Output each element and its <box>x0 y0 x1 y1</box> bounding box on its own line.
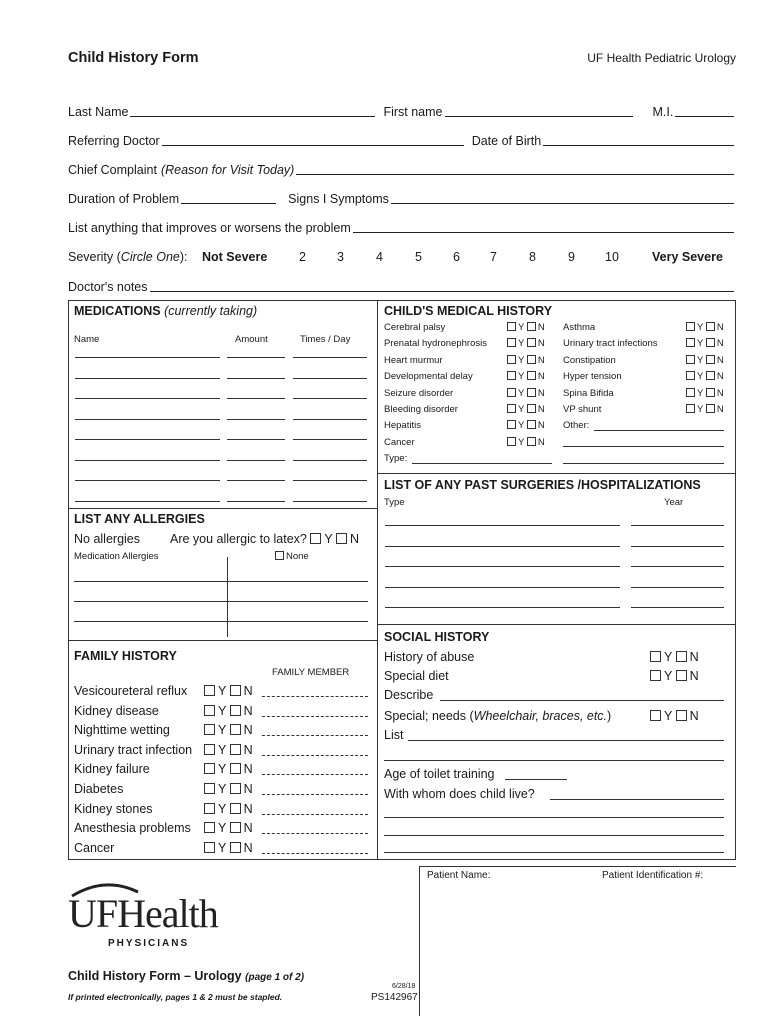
family-2-no-checkbox[interactable] <box>230 724 241 735</box>
family-condition-label: Vesicoureteral reflux <box>74 684 188 698</box>
medical-condition-label: Seizure disorder <box>384 387 454 399</box>
right-1-yes-checkbox[interactable] <box>686 338 695 347</box>
whom-field-2[interactable] <box>384 817 724 818</box>
footer-note: If printed electronically, pages 1 & 2 must be stapled. <box>68 992 283 1002</box>
grid-divider <box>377 300 378 860</box>
symptoms-label: Signs I Symptoms <box>288 192 389 206</box>
family-member-field[interactable] <box>262 735 368 736</box>
right-4-no-checkbox[interactable] <box>706 388 715 397</box>
org-name: UF Health Pediatric Urology <box>587 51 736 65</box>
logo-subtext: PHYSICIANS <box>108 938 190 949</box>
med-name-col: Name <box>74 334 100 345</box>
med-amount-field[interactable] <box>227 501 285 502</box>
family-2-yes-checkbox[interactable] <box>204 724 215 735</box>
med-times-field[interactable] <box>293 378 367 379</box>
family-member-field[interactable] <box>262 833 368 834</box>
med-times-field[interactable] <box>293 480 367 481</box>
left-5-yes-checkbox[interactable] <box>507 404 516 413</box>
severity-low[interactable]: Not Severe <box>202 250 268 264</box>
severity-6[interactable]: 6 <box>453 250 460 264</box>
family-6-no-checkbox[interactable] <box>230 803 241 814</box>
family-3-no-checkbox[interactable] <box>230 744 241 755</box>
family-3-yes-checkbox[interactable] <box>204 744 215 755</box>
left-1-yes-checkbox[interactable] <box>507 338 516 347</box>
social-history-title: SOCIAL HISTORY <box>384 630 490 644</box>
diet-no-checkbox[interactable] <box>676 670 687 681</box>
list-label: List <box>384 728 404 742</box>
medical-condition-yn: Y N <box>507 355 545 366</box>
medical-condition-yn: Y N <box>686 322 724 333</box>
logo-text: UFHealth <box>68 891 218 936</box>
med-times-col: Times / Day <box>300 334 351 345</box>
severity-9[interactable]: 9 <box>568 250 575 264</box>
dob-label: Date of Birth <box>471 134 542 148</box>
left-6-no-checkbox[interactable] <box>527 420 536 429</box>
medical-condition-yn: Y N <box>686 388 724 399</box>
family-5-no-checkbox[interactable] <box>230 783 241 794</box>
family-member-field[interactable] <box>262 755 368 756</box>
severity-row <box>68 250 736 266</box>
other-field[interactable] <box>594 430 724 431</box>
duration-label: Duration of Problem <box>68 192 180 206</box>
complaint-row <box>68 161 736 177</box>
medical-condition-label: Prenatal hydronephrosis <box>384 338 487 350</box>
med-name-field[interactable] <box>75 357 220 358</box>
left-2-yes-checkbox[interactable] <box>507 355 516 364</box>
left-3-yes-checkbox[interactable] <box>507 371 516 380</box>
toilet-field[interactable] <box>505 779 567 780</box>
medical-condition-label: VP shunt <box>563 404 602 415</box>
med-name-field[interactable] <box>75 460 220 461</box>
severity-3[interactable]: 3 <box>337 250 344 264</box>
surgery-year-field[interactable] <box>631 607 724 608</box>
left-7-no-checkbox[interactable] <box>527 437 536 446</box>
med-times-field[interactable] <box>293 460 367 461</box>
right-0-no-checkbox[interactable] <box>706 322 715 331</box>
whom-field[interactable] <box>550 799 724 800</box>
no-allergies-label: No allergies <box>74 532 141 546</box>
none-option: None <box>275 551 309 562</box>
family-condition-label: Cancer <box>74 840 115 855</box>
improves-row <box>68 219 736 235</box>
patient-name-label: Patient Name: <box>427 870 491 881</box>
chief-complaint-field[interactable] <box>296 163 734 175</box>
surgery-social-divider <box>377 624 736 625</box>
right-3-yes-checkbox[interactable] <box>686 371 695 380</box>
severity-10[interactable]: 10 <box>605 250 619 264</box>
referring-row <box>68 132 736 148</box>
med-amount-field[interactable] <box>227 480 285 481</box>
chief-complaint-label: Chief Complaint <box>68 163 157 177</box>
family-0-yes-checkbox[interactable] <box>204 685 215 696</box>
chief-complaint-note: (Reason for Visit Today) <box>160 163 295 177</box>
medical-condition-yn: Y N <box>686 371 724 382</box>
needs-no-checkbox[interactable] <box>676 710 687 721</box>
medical-condition-label: Hyper tension <box>563 371 622 383</box>
severity-4[interactable]: 4 <box>376 250 383 264</box>
last-name-field[interactable] <box>130 105 375 117</box>
med-allergies-label: Medication Allergies <box>74 551 159 562</box>
whom-field-3[interactable] <box>384 835 724 836</box>
surgery-year-field[interactable] <box>631 525 724 526</box>
med-times-field[interactable] <box>293 398 367 399</box>
doctors-notes-label: Doctor's notes <box>68 280 148 294</box>
family-7-no-checkbox[interactable] <box>230 822 241 833</box>
allergy-line[interactable] <box>74 601 368 602</box>
medical-condition-yn: Y N <box>507 420 545 431</box>
right-5-yes-checkbox[interactable] <box>686 404 695 413</box>
dob-field[interactable] <box>543 134 734 146</box>
family-1-no-checkbox[interactable] <box>230 705 241 716</box>
improves-field[interactable] <box>353 221 734 233</box>
medical-condition-label: Bleeding disorder <box>384 404 458 415</box>
med-amount-field[interactable] <box>227 378 285 379</box>
surgery-type-field[interactable] <box>385 607 620 608</box>
severity-2[interactable]: 2 <box>299 250 306 264</box>
family-condition-yn: Y N <box>204 821 253 835</box>
right-1-no-checkbox[interactable] <box>706 338 715 347</box>
left-2-no-checkbox[interactable] <box>527 355 536 364</box>
family-condition-yn: Y N <box>204 762 253 776</box>
family-condition-label: Kidney disease <box>74 703 159 718</box>
medical-surgery-divider <box>377 473 736 474</box>
left-1-no-checkbox[interactable] <box>527 338 536 347</box>
describe-field[interactable] <box>440 700 724 701</box>
surgery-year-col: Year <box>664 497 684 508</box>
med-name-field[interactable] <box>75 378 220 379</box>
list-field[interactable] <box>408 740 724 741</box>
none-checkbox[interactable] <box>275 551 284 560</box>
med-name-field[interactable] <box>75 439 220 440</box>
name-row <box>68 103 736 119</box>
duration-field[interactable] <box>181 192 276 204</box>
medical-condition-label: Heart murmur <box>384 354 443 366</box>
left-4-no-checkbox[interactable] <box>527 388 536 397</box>
med-allergy-divider <box>68 508 378 509</box>
med-name-field[interactable] <box>75 480 220 481</box>
medical-condition-yn: Y N <box>507 388 545 399</box>
surgery-year-field[interactable] <box>631 546 724 547</box>
medical-condition-label: Cerebral palsy <box>384 322 446 333</box>
medical-history-title: CHILD'S MEDICAL HISTORY <box>384 304 553 318</box>
type-label: Type: <box>384 453 408 464</box>
family-0-no-checkbox[interactable] <box>230 685 241 696</box>
left-7-yes-checkbox[interactable] <box>507 437 516 446</box>
family-7-yes-checkbox[interactable] <box>204 822 215 833</box>
medical-condition-label: Cancer <box>384 436 415 448</box>
family-condition-yn: Y N <box>204 704 253 718</box>
duration-row <box>68 190 736 206</box>
surgeries-title: LIST OF ANY PAST SURGERIES /HOSPITALIZATIONS <box>384 478 701 492</box>
right-0-yes-checkbox[interactable] <box>686 322 695 331</box>
allergy-family-divider <box>68 640 378 641</box>
left-3-no-checkbox[interactable] <box>527 371 536 380</box>
allergies-title: LIST ANY ALLERGIES <box>74 512 205 526</box>
first-name-field[interactable] <box>445 105 633 117</box>
symptoms-field[interactable] <box>391 192 734 204</box>
med-times-field[interactable] <box>293 501 367 502</box>
family-member-field[interactable] <box>262 774 368 775</box>
surgery-type-col: Type <box>384 497 405 508</box>
family-condition-yn: Y N <box>204 782 253 796</box>
footer-code: PS142967 <box>371 992 418 1003</box>
family-member-col: FAMILY MEMBER <box>272 667 350 678</box>
family-condition-yn: Y N <box>204 723 253 737</box>
med-amount-field[interactable] <box>227 398 285 399</box>
left-6-yes-checkbox[interactable] <box>507 420 516 429</box>
medical-condition-yn: Y N <box>507 338 545 349</box>
abuse-no-checkbox[interactable] <box>676 651 687 662</box>
latex-no-checkbox[interactable] <box>336 533 347 544</box>
med-amount-col: Amount <box>235 334 268 345</box>
severity-5[interactable]: 5 <box>415 250 422 264</box>
other-label: Other: <box>563 420 590 431</box>
right-4-yes-checkbox[interactable] <box>686 388 695 397</box>
abuse-label: History of abuse <box>384 650 475 664</box>
family-1-yes-checkbox[interactable] <box>204 705 215 716</box>
footer-title: Child History Form – Urology (page 1 of 2) <box>68 969 305 983</box>
family-condition-label: Urinary tract infection <box>74 742 193 757</box>
family-4-yes-checkbox[interactable] <box>204 763 215 774</box>
other-field-2[interactable] <box>563 446 724 447</box>
diet-yes-checkbox[interactable] <box>650 670 661 681</box>
family-condition-label: Kidney stones <box>74 801 153 816</box>
right-5-no-checkbox[interactable] <box>706 404 715 413</box>
severity-8[interactable]: 8 <box>529 250 536 264</box>
med-amount-field[interactable] <box>227 439 285 440</box>
latex-yes-checkbox[interactable] <box>310 533 321 544</box>
form-title: Child History Form <box>68 50 199 66</box>
severity-7[interactable]: 7 <box>490 250 497 264</box>
family-condition-label: Kidney failure <box>74 762 150 777</box>
family-member-field[interactable] <box>262 794 368 795</box>
family-member-field[interactable] <box>262 853 368 854</box>
needs-yes-checkbox[interactable] <box>650 710 661 721</box>
footer-date: 6/28/18 <box>392 983 416 990</box>
patient-id-label: Patient Identification #: <box>602 870 704 881</box>
left-0-yes-checkbox[interactable] <box>507 322 516 331</box>
surgery-type-field[interactable] <box>385 566 620 567</box>
family-member-field[interactable] <box>262 814 368 815</box>
med-name-field[interactable] <box>75 398 220 399</box>
medical-condition-label: Developmental delay <box>384 371 473 383</box>
notes-row <box>68 278 736 294</box>
family-4-no-checkbox[interactable] <box>230 763 241 774</box>
whom-label: With whom does child live? <box>384 787 535 801</box>
type-field-2[interactable] <box>563 463 724 464</box>
family-8-no-checkbox[interactable] <box>230 842 241 853</box>
family-8-yes-checkbox[interactable] <box>204 842 215 853</box>
toilet-label: Age of toilet training <box>384 767 495 781</box>
med-amount-field[interactable] <box>227 460 285 461</box>
family-condition-yn: Y N <box>204 841 253 855</box>
medical-condition-yn: Y N <box>686 355 724 366</box>
right-3-no-checkbox[interactable] <box>706 371 715 380</box>
family-5-yes-checkbox[interactable] <box>204 783 215 794</box>
allergy-line[interactable] <box>74 621 368 622</box>
diet-label: Special diet <box>384 669 449 683</box>
first-name-label: First name <box>383 105 443 119</box>
list-field-2[interactable] <box>384 760 724 761</box>
family-member-field[interactable] <box>262 696 368 697</box>
family-condition-yn: Y N <box>204 802 253 816</box>
surgery-type-field[interactable] <box>385 546 620 547</box>
mi-field[interactable] <box>675 105 734 117</box>
type-field[interactable] <box>412 463 552 464</box>
surgery-type-field[interactable] <box>385 525 620 526</box>
med-name-field[interactable] <box>75 501 220 502</box>
medical-condition-yn: Y N <box>507 371 545 382</box>
latex-question: Are you allergic to latex? Y N <box>170 532 360 546</box>
needs-yn: Y N <box>650 709 699 723</box>
right-2-no-checkbox[interactable] <box>706 355 715 364</box>
medical-condition-yn: Y N <box>507 404 545 415</box>
patient-box <box>419 866 736 1016</box>
med-times-field[interactable] <box>293 439 367 440</box>
surgery-year-field[interactable] <box>631 587 724 588</box>
med-times-field[interactable] <box>293 419 367 420</box>
left-0-no-checkbox[interactable] <box>527 322 536 331</box>
family-history-title: FAMILY HISTORY <box>74 649 177 663</box>
medical-condition-label: Urinary tract infections <box>563 338 658 350</box>
improves-label: List anything that improves or worsens the problem <box>68 221 351 235</box>
family-condition-label: Anesthesia problems <box>74 821 191 836</box>
family-condition-label: Diabetes <box>74 782 124 796</box>
family-condition-label: Nighttime wetting <box>74 723 170 738</box>
surgery-year-field[interactable] <box>631 566 724 567</box>
whom-field-4[interactable] <box>384 852 724 853</box>
family-condition-yn: Y N <box>204 743 253 757</box>
diet-yn: Y N <box>650 669 699 683</box>
family-6-yes-checkbox[interactable] <box>204 803 215 814</box>
allergy-line[interactable] <box>74 581 368 582</box>
allergy-col-divider <box>227 557 228 637</box>
medical-condition-yn: Y N <box>507 322 545 333</box>
medical-condition-yn: Y N <box>507 437 545 448</box>
medical-condition-yn: Y N <box>686 404 724 415</box>
referring-doctor-field[interactable] <box>162 134 464 146</box>
referring-doctor-label: Referring Doctor <box>68 134 160 148</box>
right-2-yes-checkbox[interactable] <box>686 355 695 364</box>
family-condition-yn: Y N <box>204 684 253 698</box>
abuse-yes-checkbox[interactable] <box>650 651 661 662</box>
medical-condition-yn: Y N <box>686 338 724 349</box>
left-5-no-checkbox[interactable] <box>527 404 536 413</box>
abuse-yn: Y N <box>650 650 699 664</box>
surgery-type-field[interactable] <box>385 587 620 588</box>
medical-condition-label: Asthma <box>563 322 596 333</box>
medical-condition-label: Spina Bifida <box>563 387 614 399</box>
describe-label: Describe <box>384 688 434 702</box>
med-amount-field[interactable] <box>227 419 285 420</box>
med-amount-field[interactable] <box>227 357 285 358</box>
severity-high[interactable]: Very Severe <box>652 250 723 264</box>
medications-title: MEDICATIONS (currently taking) <box>74 304 258 318</box>
severity-label: Severity (Circle One): <box>68 250 188 264</box>
med-name-field[interactable] <box>75 419 220 420</box>
medical-condition-label: Hepatitis <box>384 420 421 432</box>
med-times-field[interactable] <box>293 357 367 358</box>
left-4-yes-checkbox[interactable] <box>507 388 516 397</box>
doctors-notes-field[interactable] <box>150 280 734 292</box>
last-name-label: Last Name <box>68 105 129 119</box>
family-member-field[interactable] <box>262 716 368 717</box>
mi-label: M.I. <box>652 105 674 119</box>
needs-label: Special; needs (Wheelchair, braces, etc.) <box>384 709 612 723</box>
medical-condition-label: Constipation <box>563 354 616 366</box>
